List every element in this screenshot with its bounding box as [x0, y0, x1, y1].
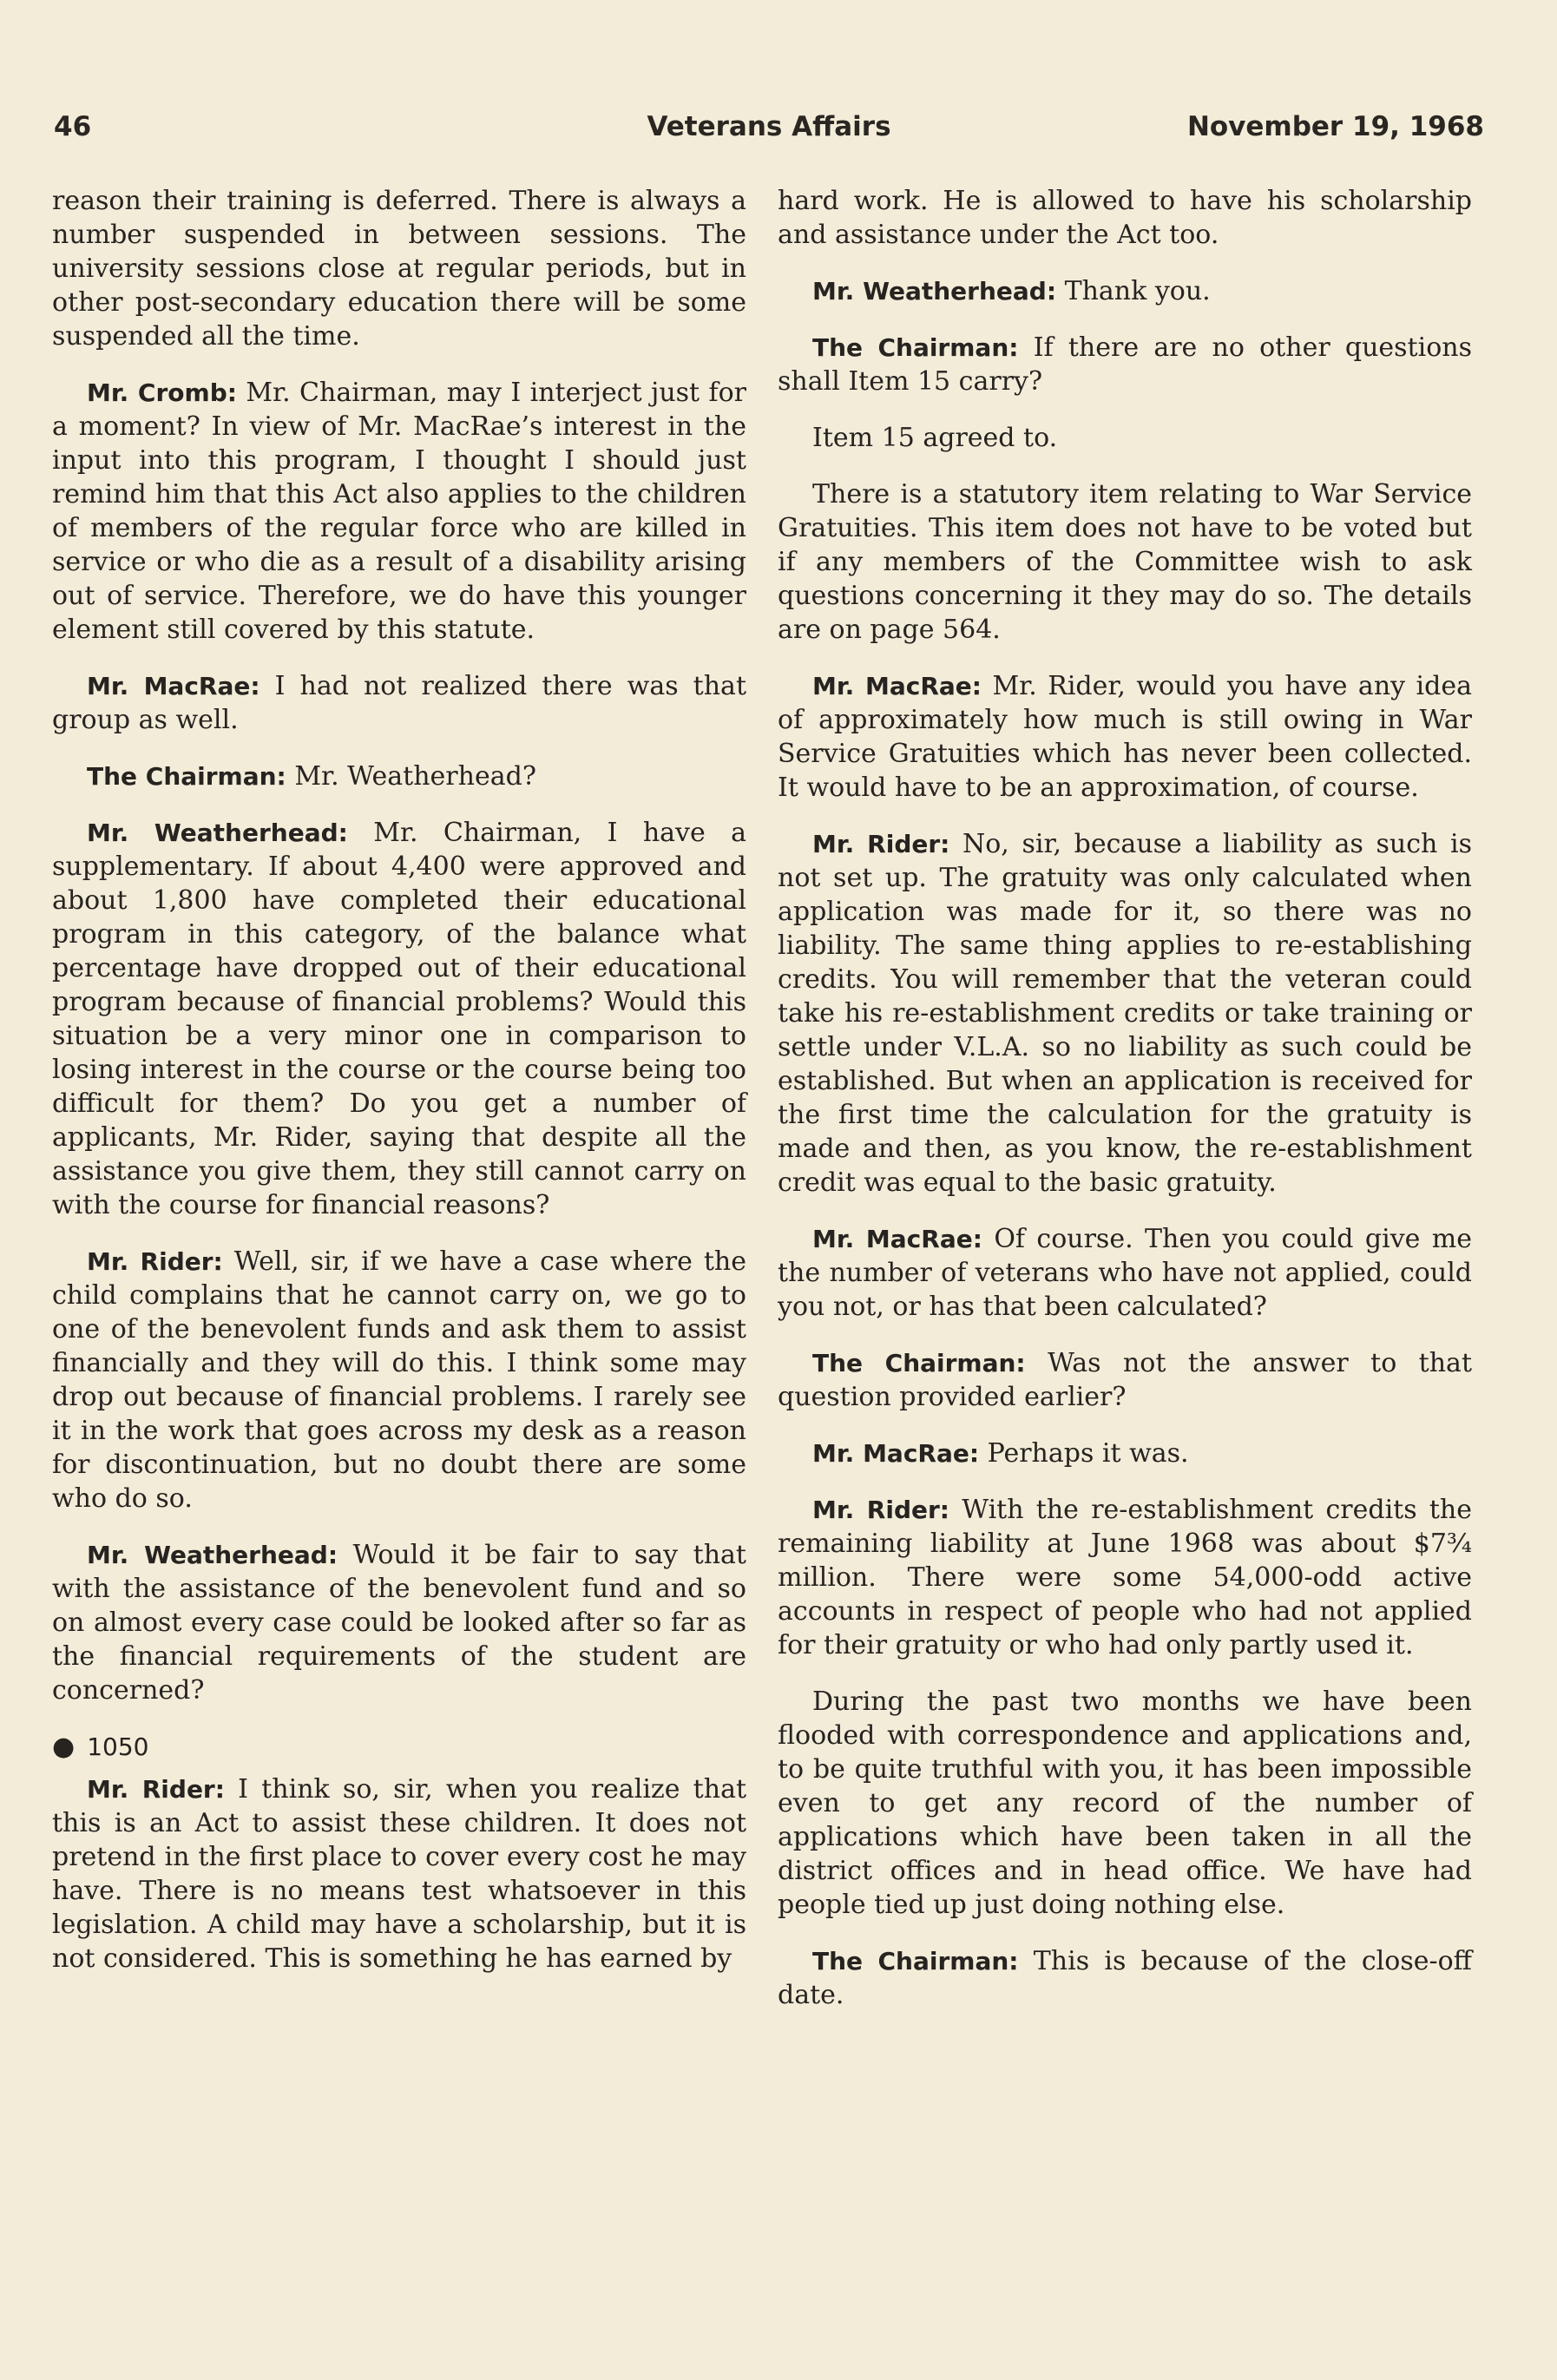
transcript-paragraph — [778, 477, 1472, 647]
paragraph-text: reason their training is deferred. There is always a number suspended in between sessions. The university sessions close at regular periods, but in other post-secondary education there will be some suspended all the time. — [52, 186, 746, 352]
transcript-paragraph — [52, 1245, 746, 1515]
paragraph-text: Would it be fair to say that with the assistance of the benevolent fund and so on almost every case could be looked after so far as the financial requirements of the student are concerned? — [52, 1540, 746, 1706]
time-marker — [52, 1730, 746, 1764]
paragraph-text: hard work. He is allowed to have his scholarship and assistance under the Act too. — [778, 186, 1472, 250]
speaker-label: Mr. Rider: — [812, 830, 950, 858]
transcript-paragraph — [778, 1222, 1472, 1324]
header-date: November 19, 1968 — [1186, 111, 1484, 142]
paragraph-text: Mr. Weatherhead? — [294, 761, 536, 792]
transcript-paragraph — [778, 184, 1472, 252]
paragraph-text: With the re-establishment credits the remaining liability at June 1968 was about $7¾ million. There were some 54,000-odd active accounts in respect of people who had not applied for their gratuity or who had only partly used it. — [778, 1495, 1473, 1660]
transcript-paragraph — [52, 1772, 746, 1976]
paragraph-text: Item 15 agreed to. — [812, 423, 1058, 453]
transcript-paragraph — [778, 331, 1472, 398]
paragraph-text: No, sir, because a liability as such is not set up. The gratuity was only calculated when application was made for it, so there was no liability. The same thing applies to re-establishing credits. You will remember that the veteran could take his re-establishment credits or take training or settle under V.L.A. so no liability as such could be established. But when an application is received for the first time the calculation for the gratuity is made and then, as you know, the re-establishment credit was equal to the basic gratuity. — [778, 829, 1472, 1198]
speaker-label: Mr. Weatherhead: — [87, 1541, 338, 1569]
transcript-paragraph — [52, 669, 746, 737]
paragraph-text: Well, sir, if we have a case where the child complains that he cannot carry on, we go to one of the benevolent funds and ask them to assist financially and they will do this. I think some may drop out because of financial problems. I rarely see it in the work that goes across my desk as a reason for discontinuation, but no doubt there are some who do so. — [52, 1246, 746, 1514]
speaker-label: The Chairman: — [812, 333, 1019, 362]
running-title: Veterans Affairs — [647, 111, 891, 142]
speaker-label: Mr. MacRae: — [812, 1439, 980, 1468]
paragraph-text: I think so, sir, when you realize that this is an Act to assist these children. It does not pretend in the first place to cover every cost he may have. There is no means test whatsoever in this legislation. A child may have a scholarship, but it is not considered. This is something he has earned by — [52, 1774, 747, 1974]
transcript-paragraph — [778, 827, 1472, 1200]
speaker-label: Mr. MacRae: — [812, 1225, 982, 1253]
paragraph-text: Was not the answer to that question provided earlier? — [778, 1348, 1472, 1412]
paragraph-text: If there are no other questions shall Item 15 carry? — [778, 332, 1472, 397]
paragraph-text: There is a statutory item relating to War Service Gratuities. This item does not have to be voted but if any members of the Committee wish to ask questions concerning it they may do so. The details are on page 564. — [778, 479, 1472, 645]
transcript-paragraph — [52, 759, 746, 793]
speaker-label: The Chairman: — [87, 762, 286, 791]
transcript-paragraph — [778, 421, 1472, 455]
paragraph-text: Thank you. — [1064, 276, 1211, 306]
bullet-icon: ● — [52, 1732, 76, 1762]
transcript-paragraph — [778, 1493, 1472, 1662]
paragraph-text: Of course. Then you could give me the number of veterans who have not applied, could you not, or has that been calculated? — [778, 1224, 1472, 1322]
transcript-paragraph — [778, 669, 1472, 805]
transcript-paragraph — [778, 274, 1472, 308]
transcript-paragraph — [52, 816, 746, 1222]
transcript-paragraph — [778, 1944, 1472, 2012]
paragraph-text: Mr. Chairman, I have a supplementary. If about 4,400 were approved and about 1,800 have completed their educational program in this category, of the balance what percentage have dropped out of their educational program because of financial problems? Would this situation be a very minor one in comparison to losing interest in the course or the course being too difficult for them? Do you get a number of applicants, Mr. Rider, saying that despite all the assistance you give them, they still cannot carry on with the course for financial reasons? — [52, 818, 746, 1220]
paragraph-text: This is because of the close-off date. — [778, 1946, 1472, 2010]
paragraph-text: Perhaps it was. — [987, 1438, 1189, 1469]
speaker-label: The Chairman: — [812, 1947, 1019, 1976]
page-number: 46 — [54, 111, 92, 142]
speaker-label: Mr. Weatherhead: — [812, 277, 1057, 306]
left-column — [52, 184, 746, 1998]
paragraph-text: During the past two months we have been flooded with correspondence and applications and, to be quite truthful with you, it has been impossible even to get any record of the number of applications which have been taken in all the district offices and in head office. We have had people tied up just doing nothing else. — [778, 1686, 1472, 1920]
speaker-label: Mr. Rider: — [87, 1247, 223, 1276]
speaker-label: Mr. Cromb: — [87, 378, 237, 407]
transcript-paragraph — [52, 1538, 746, 1707]
transcript-paragraph — [52, 376, 746, 647]
transcript-paragraph — [778, 1437, 1472, 1470]
paragraph-text: Mr. Rider, would you have any idea of approximately how much is still owing in War Service Gratuities which has never been collected. It would have to be an approximation, of course. — [778, 671, 1472, 803]
paragraph-text: Mr. Chairman, may I interject just for a moment? In view of Mr. MacRae’s interest in the input into this program, I thought I should just remind him that this Act also applies to the children of members of the regular force who are killed in service or who die as a result of a disability arising out of service. Therefore, we do have this younger element still covered by this statute. — [52, 378, 746, 645]
speaker-label: Mr. MacRae: — [812, 672, 982, 700]
speaker-label: Mr. Weatherhead: — [87, 819, 348, 847]
speaker-label: Mr. Rider: — [812, 1496, 949, 1524]
speaker-label: Mr. MacRae: — [87, 672, 260, 700]
time-marker-text: 1050 — [87, 1732, 149, 1761]
right-column — [778, 184, 1472, 2035]
transcript-paragraph — [778, 1346, 1472, 1414]
transcript-paragraph — [778, 1685, 1472, 1922]
paragraph-text: I had not realized there was that group as well. — [52, 671, 747, 735]
page-header — [54, 111, 1484, 155]
speaker-label: The Chairman: — [812, 1349, 1026, 1377]
speaker-label: Mr. Rider: — [87, 1775, 225, 1804]
transcript-paragraph — [52, 184, 746, 353]
